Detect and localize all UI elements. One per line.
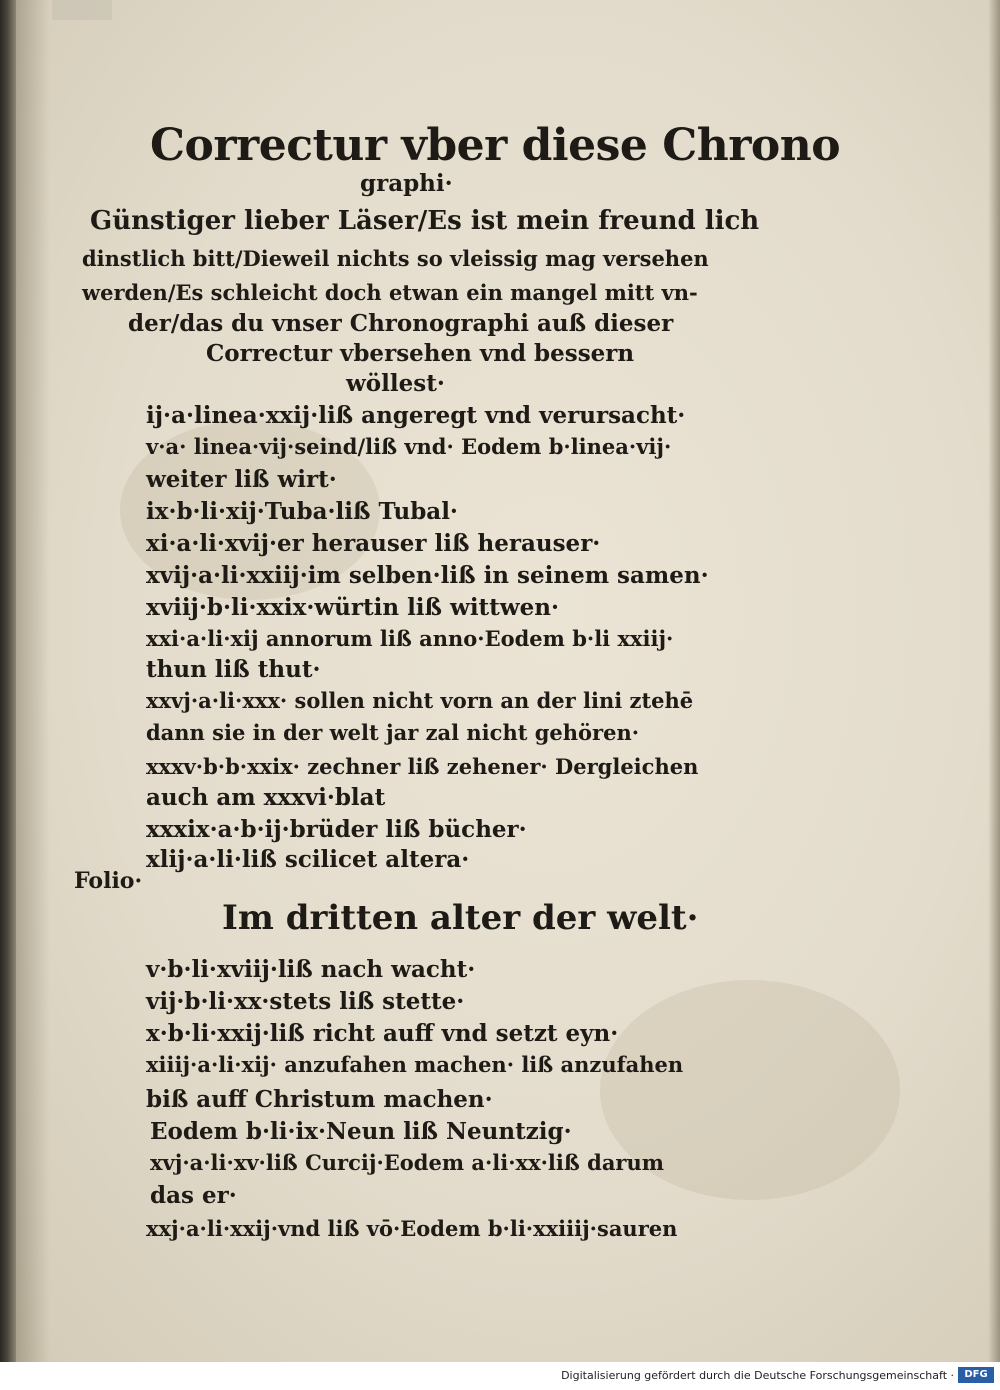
text-line: xxi·a·li·xij annorum liß anno·Eodem b·li xxiij·	[146, 626, 674, 651]
book-binding	[0, 0, 16, 1362]
text-line: ix·b·li·xij·Tuba·liß Tubal·	[146, 498, 458, 525]
funding-credit: Digitalisierung gefördert durch die Deutsche Forschungsgemeinschaft ·	[561, 1369, 954, 1382]
text-line: das er·	[150, 1182, 237, 1209]
text-line: werden/Es schleicht doch etwan ein mangel mitt vn-	[82, 280, 698, 305]
text-line: Eodem b·li·ix·Neun liß Neuntzig·	[150, 1118, 572, 1145]
text-line: thun liß thut·	[146, 656, 321, 683]
page-edge-shadow	[988, 0, 1000, 1362]
page-gutter-shadow	[16, 0, 50, 1362]
text-line: v·a· linea·vij·seind/liß vnd· Eodem b·linea·vij·	[146, 434, 672, 459]
text-line: dinstlich bitt/Dieweil nichts so vleissig mag versehen	[82, 246, 709, 271]
text-line: xlij·a·li·liß scilicet altera·	[146, 846, 470, 873]
text-line: auch am xxxvi·blat	[146, 784, 386, 811]
text-line: der/das du vnser Chronographi auß dieser	[128, 310, 674, 337]
text-line: xxxix·a·b·ij·brüder liß bücher·	[146, 816, 527, 843]
text-line: x·b·li·xxij·liß richt auff vnd setzt eyn·	[146, 1020, 619, 1047]
text-line: xviij·b·li·xxix·würtin liß wittwen·	[146, 594, 559, 621]
text-line: v·b·li·xviij·liß nach wacht·	[146, 956, 476, 983]
text-line: xxxv·b·b·xxix· zechner liß zehener· Dergleichen	[146, 754, 699, 779]
text-line: xiiij·a·li·xij· anzufahen machen· liß anzufahen	[146, 1052, 684, 1077]
text-line: weiter liß wirt·	[146, 466, 337, 493]
text-line: xi·a·li·xvij·er herauser liß herauser·	[146, 530, 601, 557]
text-line: graphi·	[360, 170, 453, 197]
text-line: wöllest·	[346, 370, 445, 397]
text-line: xvj·a·li·xv·liß Curcij·Eodem a·li·xx·liß darum	[150, 1150, 664, 1175]
paper-tab	[52, 0, 112, 20]
text-line: xxvj·a·li·xxx· sollen nicht vorn an der lini ztehē	[146, 688, 694, 713]
dfg-logo: DFG	[958, 1367, 994, 1383]
folio-label: Folio·	[74, 868, 143, 894]
text-line: dann sie in der welt jar zal nicht gehören·	[146, 720, 640, 745]
section-heading: Im dritten alter der welt·	[222, 898, 699, 938]
page-title: Correctur vber diese Chrono	[150, 120, 841, 171]
text-line: ij·a·linea·xxij·liß angeregt vnd verursacht·	[146, 402, 686, 429]
text-line: Correctur vbersehen vnd bessern	[206, 340, 635, 367]
text-line: biß auff Christum machen·	[146, 1086, 493, 1113]
text-line: xvij·a·li·xxiij·im selben·liß in seinem samen·	[146, 562, 709, 589]
text-line: vij·b·li·xx·stets liß stette·	[146, 988, 465, 1015]
text-line: xxj·a·li·xxij·vnd liß vō·Eodem b·li·xxiiij·sauren	[146, 1216, 678, 1241]
text-line: Günstiger lieber Läser/Es ist mein freund lich	[90, 206, 760, 236]
footer-bar	[0, 1362, 1000, 1390]
